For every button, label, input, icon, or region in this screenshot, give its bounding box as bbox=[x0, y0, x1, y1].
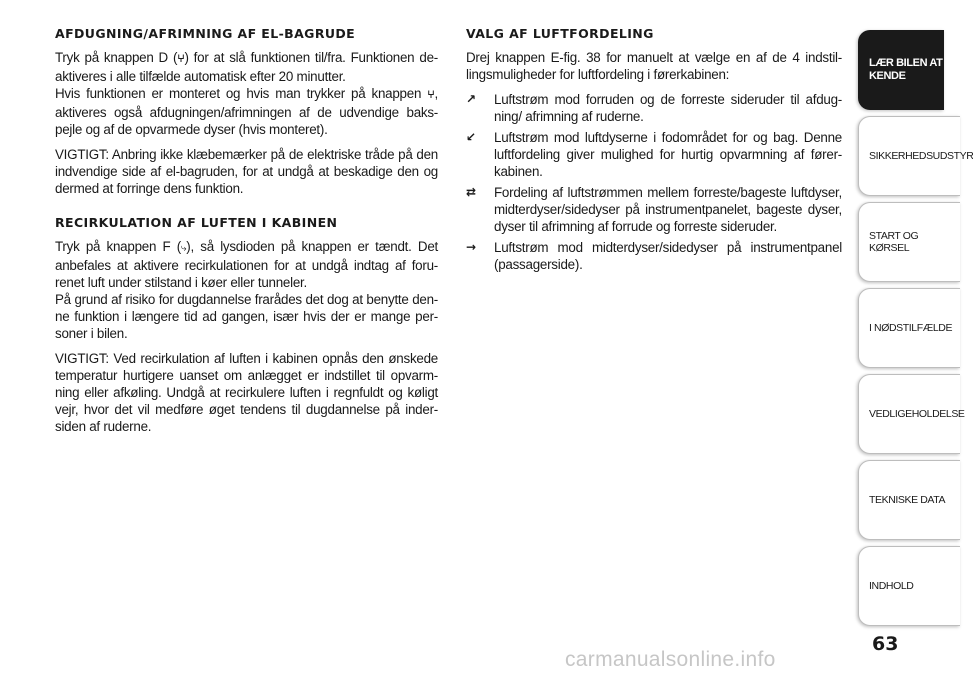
tab-indhold[interactable]: INDHOLD bbox=[858, 546, 960, 626]
rear-defrost-icon: ⵖ bbox=[427, 90, 435, 101]
list-item: ↙ Luftstrøm mod luftdyserne i fodområdet for og bag. Denne luftfordeling giver mulighed for hurtig opvarmning af fører-kabinen. bbox=[466, 130, 842, 179]
list-item: → Luftstrøm mod midterdyser/sidedyser på instrumentpanel (passagerside). bbox=[466, 240, 842, 272]
combined-airflow-icon: ⇄ bbox=[466, 185, 477, 199]
rear-defrost-paragraph: Tryk på knappen D (ⵖ) for at slå funktionen til/fra. Funktionen de-aktiveres i alle tilfælde automatisk efter 20 minutter. Hvis funktionen er monteret og hvis man trykker på knappen ⵖ, aktiveres også afdugningen/afrimningen af de udvendige baks-pejle og af de opvarmede dyser (hvis monteret). bbox=[55, 50, 438, 137]
right-column bbox=[466, 26, 842, 277]
tab-vedligeholdelse[interactable]: VEDLIGEHOLDELSE bbox=[858, 374, 960, 454]
watermark: carmanualsonline.info bbox=[565, 648, 776, 671]
recirculation-icon: ⤷ bbox=[180, 243, 187, 254]
panel-airflow-icon: → bbox=[466, 240, 477, 254]
left-column bbox=[55, 26, 438, 443]
tab-tekniske-data[interactable]: TEKNISKE DATA bbox=[858, 460, 960, 540]
tab-sikkerhedsudstyr[interactable]: SIKKERHEDSUDSTYR bbox=[858, 116, 960, 196]
recirculation-paragraph: Tryk på knappen F (⤷), så lysdioden på knappen er tændt. Det anbefales at aktivere recirkulationen for at undgå indtag af foru-renet luft under stilstand i køer eller tunneler. På grund af risiko for dugdannelse frarådes det dog at benytte den-ne funktion i længere tid ad gangen, især hvis der er mange per-soner i bilen. bbox=[55, 239, 439, 341]
list-item: ↗ Luftstrøm mod forruden og de forreste sideruder til afdug-ning/ afrimning af ruderne. bbox=[466, 92, 842, 124]
recirculation-warning: VIGTIGT: Ved recirkulation af luften i kabinen opnås den ønskede temperatur hurtigere uanset om anlægget er indstillet til opvarm-ning eller afkøling. Undgå at recirkulere luften i regnfuldt og køligt vejr, hvor det vil medføre øget tendens til dugdannelse på inder-siden af ruderne. bbox=[55, 351, 438, 434]
section-title-rear-defrost: AFDUGNING/AFRIMNING AF EL-BAGRUDE bbox=[55, 26, 356, 41]
tab-laer-bilen-at-kende[interactable]: LÆR BILEN AT KENDE bbox=[858, 30, 944, 110]
tab-i-nodstilfaelde[interactable]: I NØDSTILFÆLDE bbox=[858, 288, 960, 368]
windshield-airflow-icon: ↗ bbox=[466, 92, 477, 106]
list-item: ⇄ Fordeling af luftstrømmen mellem forreste/bageste luftdyser, midterdyser/sidedyser på instrumentpanelet, bageste dyser, dyser til afrimning af forrude og forreste sideruder. bbox=[466, 185, 842, 234]
footwell-airflow-icon: ↙ bbox=[466, 130, 477, 144]
rear-defrost-icon: ⵖ bbox=[177, 54, 185, 65]
section-title-recirculation: RECIRKULATION AF LUFTEN I KABINEN bbox=[55, 215, 338, 230]
tab-start-og-korsel[interactable]: START OG KØRSEL bbox=[858, 202, 960, 282]
air-distribution-intro: Drej knappen E-fig. 38 for manuelt at vælge en af de 4 indstil-lingsmuligheder for luftfordeling i førerkabinen: bbox=[466, 50, 842, 82]
chapter-tabs bbox=[858, 30, 973, 632]
rear-defrost-warning: VIGTIGT: Anbring ikke klæbemærker på de elektriske tråde på den indvendige side af el-bagruden, for at undgå at beskadige den og dermed at forringe dens funktion. bbox=[55, 147, 438, 196]
page-number: 63 bbox=[872, 633, 899, 655]
section-title-air-distribution: VALG AF LUFTFORDELING bbox=[466, 26, 654, 41]
